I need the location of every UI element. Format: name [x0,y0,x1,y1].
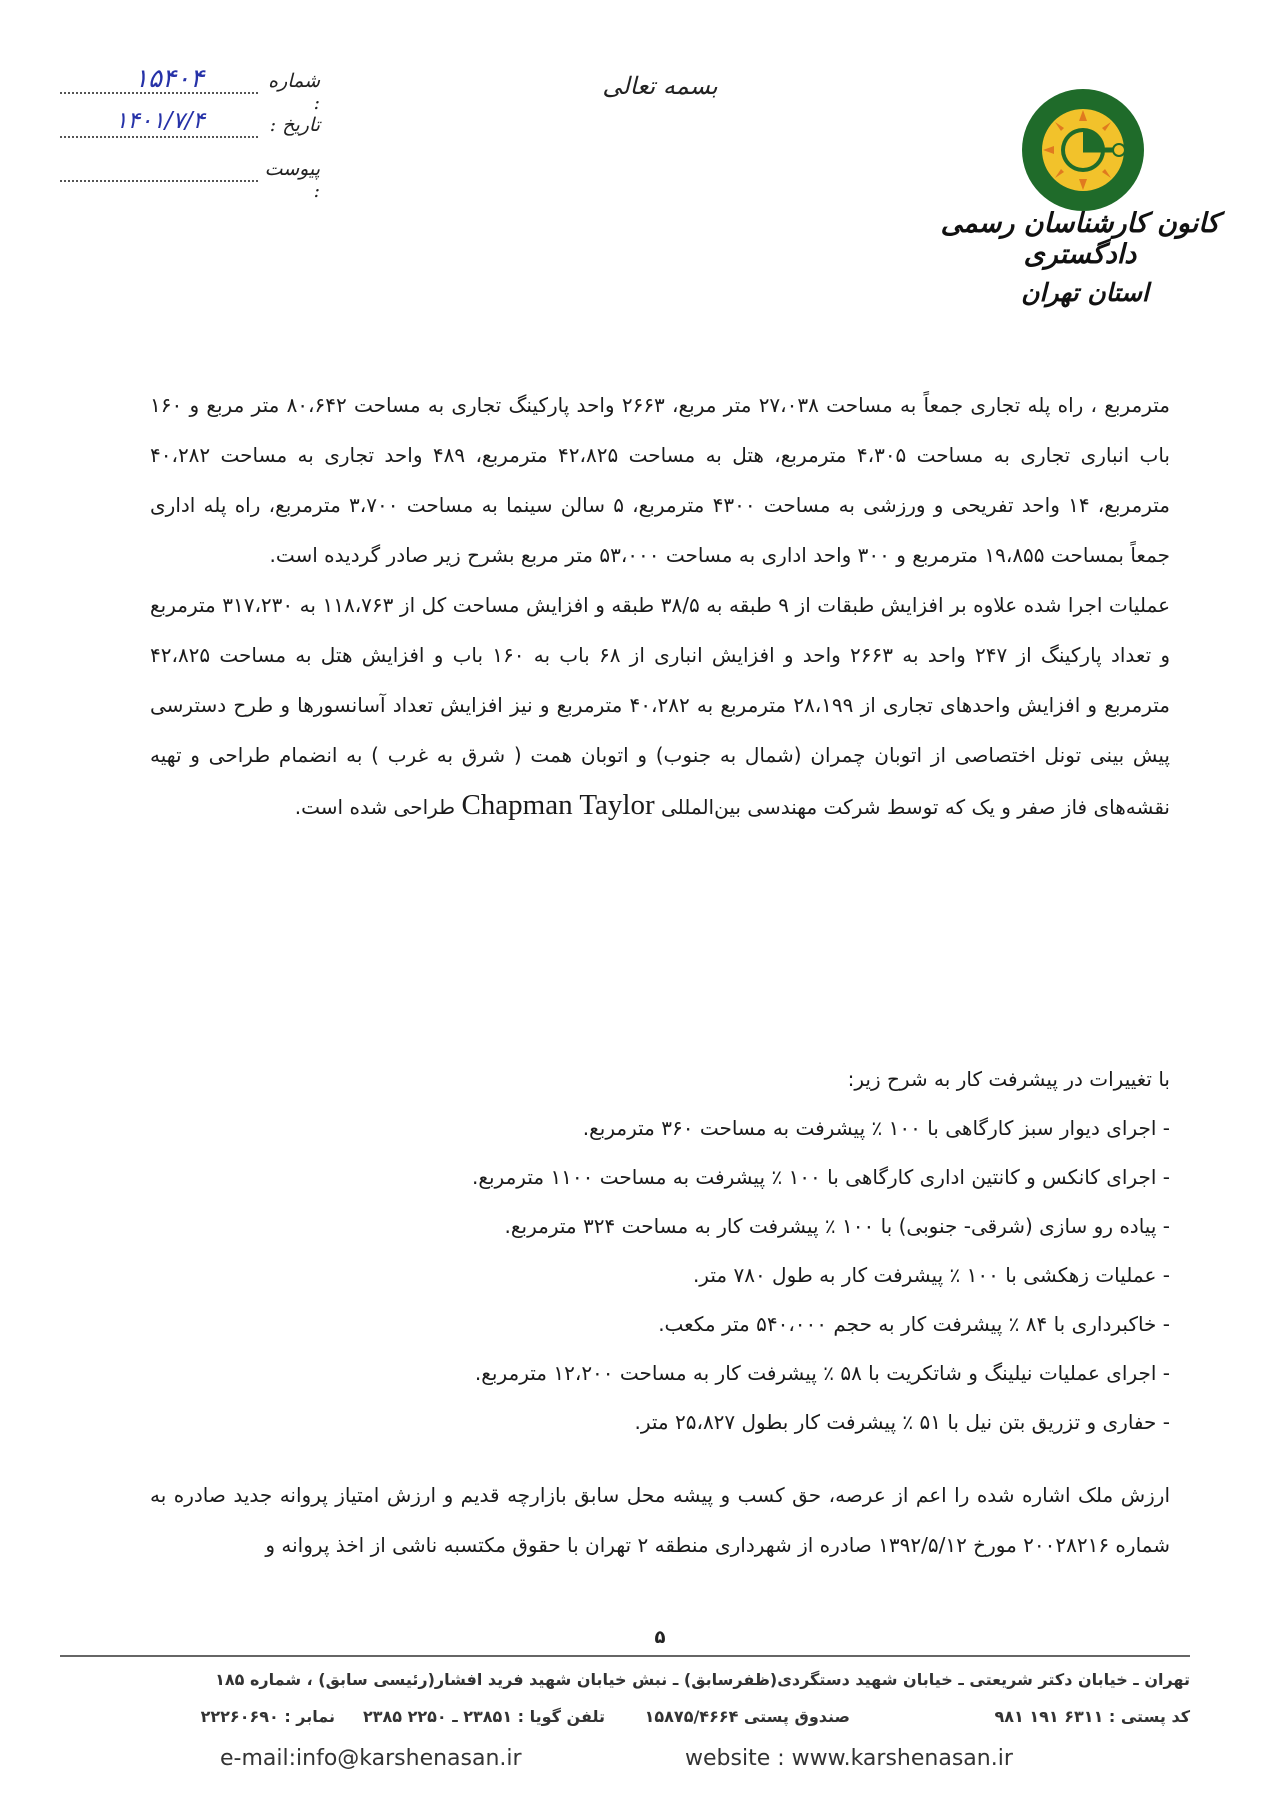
footer-address: تهران ـ خیابان دکتر شریعتی ـ خیابان شهید دستگردی(ظفرسابق) ـ نبش خیابان شهید فرید افشار(رئیسی سابق) ، شماره ۱۸۵ [215,1670,1190,1689]
list-item: - اجرای عملیات نیلینگ و شاتکریت با ۵۸ ٪ پیشرفت کار به مساحت ۱۲،۲۰۰ مترمربع. [474,1361,1170,1385]
letter-body [150,380,1170,832]
changes-intro: با تغییرات در پیشرفت کار به شرح زیر: [847,1067,1170,1091]
attachment-label: پیوست : [264,158,320,202]
organization-logo [1021,88,1145,212]
list-item: - پیاده رو سازی (شرقی- جنوبی) با ۱۰۰ ٪ پیشرفت کار به مساحت ۳۲۴ مترمربع. [504,1214,1170,1238]
list-item: - اجرای دیوار سبز کارگاهی با ۱۰۰ ٪ پیشرفت به مساحت ۳۶۰ مترمربع. [582,1116,1170,1140]
attachment-dotted-line [60,180,258,182]
footer-divider [60,1655,1190,1657]
date-row [60,108,320,152]
date-dotted-line [60,136,258,138]
body-paragraph-1: مترمربع ، راه پله تجاری جمعاً به مساحت ۲۷،۰۳۸ متر مربع، ۲۶۶۳ واحد پارکینگ تجاری به مساحت ۸۰،۶۴۲ متر مربع و ۱۶۰ باب انباری تجاری به مساحت ۴،۳۰۵ مترمربع، هتل به مساحت ۴۲،۸۲۵ مترمربع، ۴۸۹ واحد تجاری به مساحت ۴۰،۲۸۲ مترمربع، ۱۴ واحد تفریحی و ورزشی به مساحت ۴۳۰۰ مترمربع، ۵ سالن سینما به مساحت ۳،۷۰۰ مترمربع، راه پله اداری جمعاً بمساحت ۱۹،۸۵۵ مترمربع و ۳۰۰ واحد اداری به مساحت ۵۳،۰۰۰ متر مربع بشرح زیر صادر گردیده است. [150,393,1170,567]
closing-paragraph: ارزش ملک اشاره شده را اعم از عرصه، حق کسب و پیشه محل سابق بازارچه قدیم و ارزش امتیاز پروانه جدید صادره به شماره ۲۰۰۲۸۲۱۶ مورخ ۱۳۹۲/۵/۱۲ صادره از شهرداری منطقه ۲ تهران با حقوق مکتسبه ناشی از اخذ پروانه و [150,1483,1170,1557]
email-link[interactable]: e-mail:info@karshenasan.ir [220,1746,522,1771]
date-value: ۱۴۰۱/۷/۴ [115,108,205,134]
attachment-row [60,152,320,202]
organization-province: استان تهران [1021,278,1149,307]
website-link[interactable]: website : www.karshenasan.ir [685,1746,1013,1771]
number-label: شماره : [268,70,320,114]
phone-number: تلفن گویا : ۲۳۸۵۱ ـ ۲۲۵۰ ۲۳۸۵ [362,1707,605,1726]
page-number: ۵ [654,1627,666,1648]
footer-web [60,1746,1190,1776]
date-label: تاریخ : [269,114,320,136]
footer-contacts [60,1707,1190,1735]
number-row [60,64,320,114]
body-paragraph-2-text: عملیات اجرا شده علاوه بر افزایش طبقات از ۹ طبقه به ۳۸/۵ طبقه و افزایش مساحت کل از ۱۱۸،۷۶۳ به ۳۱۷،۲۳۰ مترمربع و تعداد پارکینگ از ۲۴۷ واحد به ۲۶۶۳ واحد و افزایش انباری از ۶۸ باب به ۱۶۰ باب و افزایش هتل به مساحت ۴۲،۸۲۵ مترمربع و افزایش واحدهای تجاری از ۲۸،۱۹۹ مترمربع به ۴۰،۲۸۲ مترمربع و نیز افزایش تعداد آسانسورها و طرح دسترسی پیش بینی تونل اختصاصی از اتوبان چمران (شمال به جنوب) و اتوبان همت ( شرق به غرب ) به انضمام طراحی و تهیه نقشه‌های فاز صفر و یک که توسط شرکت مهندسی بین‌المللی [150,593,1171,819]
organization-name: کانون کارشناسان رسمی دادگستری [940,208,1220,270]
changes-list [150,1104,1170,1447]
progress-changes [150,1055,1170,1447]
letter-meta [60,64,320,202]
list-item: - عملیات زهکشی با ۱۰۰ ٪ پیشرفت کار به طول ۷۸۰ متر. [692,1263,1170,1287]
bismillah-heading: بسمه تعالی [602,72,718,100]
list-item: - اجرای کانکس و کانتین اداری کارگاهی با ۱۰۰ ٪ پیشرفت به مساحت ۱۱۰۰ مترمربع. [471,1165,1170,1189]
list-item: - خاکبرداری با ۸۴ ٪ پیشرفت کار به حجم ۵۴۰،۰۰۰ متر مکعب. [658,1312,1170,1336]
logo-scale-dot [1113,144,1125,156]
po-box: صندوق پستی ۱۵۸۷۵/۴۶۶۴ [644,1707,850,1726]
list-item: - حفاری و تزریق بتن نیل با ۵۱ ٪ پیشرفت کار بطول ۲۵،۸۲۷ متر. [634,1410,1170,1434]
body-paragraph-2-end: طراحی شده است. [294,795,456,819]
company-name: Chapman Taylor [461,789,655,821]
closing-section [150,1470,1170,1570]
body-paragraph-2 [150,580,1170,832]
postal-code: کد پستی : ۶۳۱۱ ۱۹۱ ۹۸۱ [994,1707,1190,1726]
fax-number: نمابر : ۲۲۲۶۰۶۹۰ [200,1707,335,1726]
number-value: ۱۵۴۰۴ [134,64,204,94]
